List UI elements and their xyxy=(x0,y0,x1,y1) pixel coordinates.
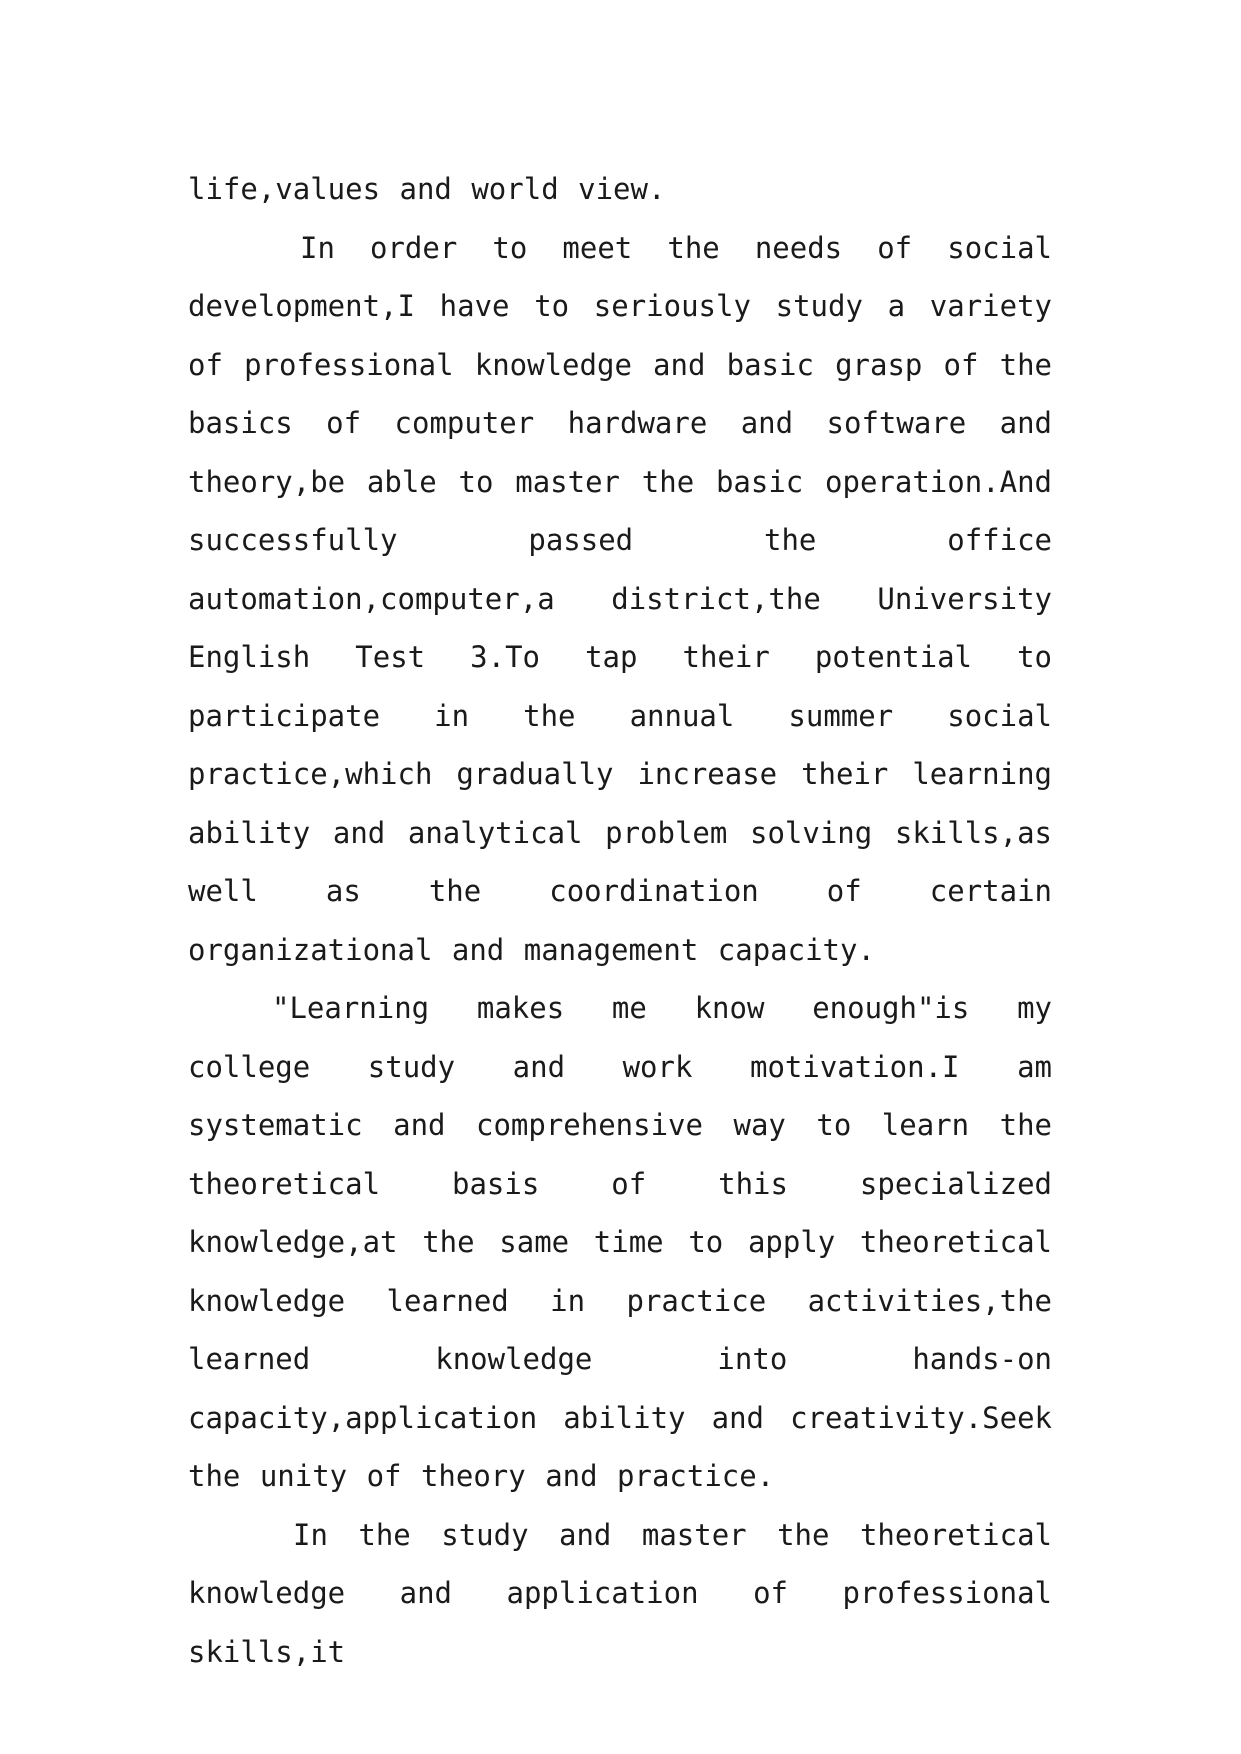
paragraph-learning-motivation: "Learning makes me know enough"is my college study and work motivation.I am systematic and comprehensive way to learn the theoretical basis of this specialized knowledge,at the same time to apply theoretical knowledge learned in practice activities,the learned knowledge into hands-on capacity,application ability and creativity.Seek the unity of theory and practice. xyxy=(188,991,1052,1493)
body-text xyxy=(188,160,1052,1681)
paragraph-social-development: In order to meet the needs of social development,I have to seriously study a variety of professional knowledge and basic grasp of the basics of computer hardware and software and theory,be able to master the basic operation.And successfully passed the office automation,computer,a district,the University English Test 3.To tap their potential to participate in the annual summer social practice,which gradually increase their learning ability and analytical problem solving skills,as well as the coordination of certain organizational and management capacity. xyxy=(188,230,1052,967)
paragraph-continuation: life,values and world view. xyxy=(188,172,666,206)
paragraph-professional-skills: In the study and master the theoretical knowledge and application of professional skills,it xyxy=(188,1517,1052,1669)
